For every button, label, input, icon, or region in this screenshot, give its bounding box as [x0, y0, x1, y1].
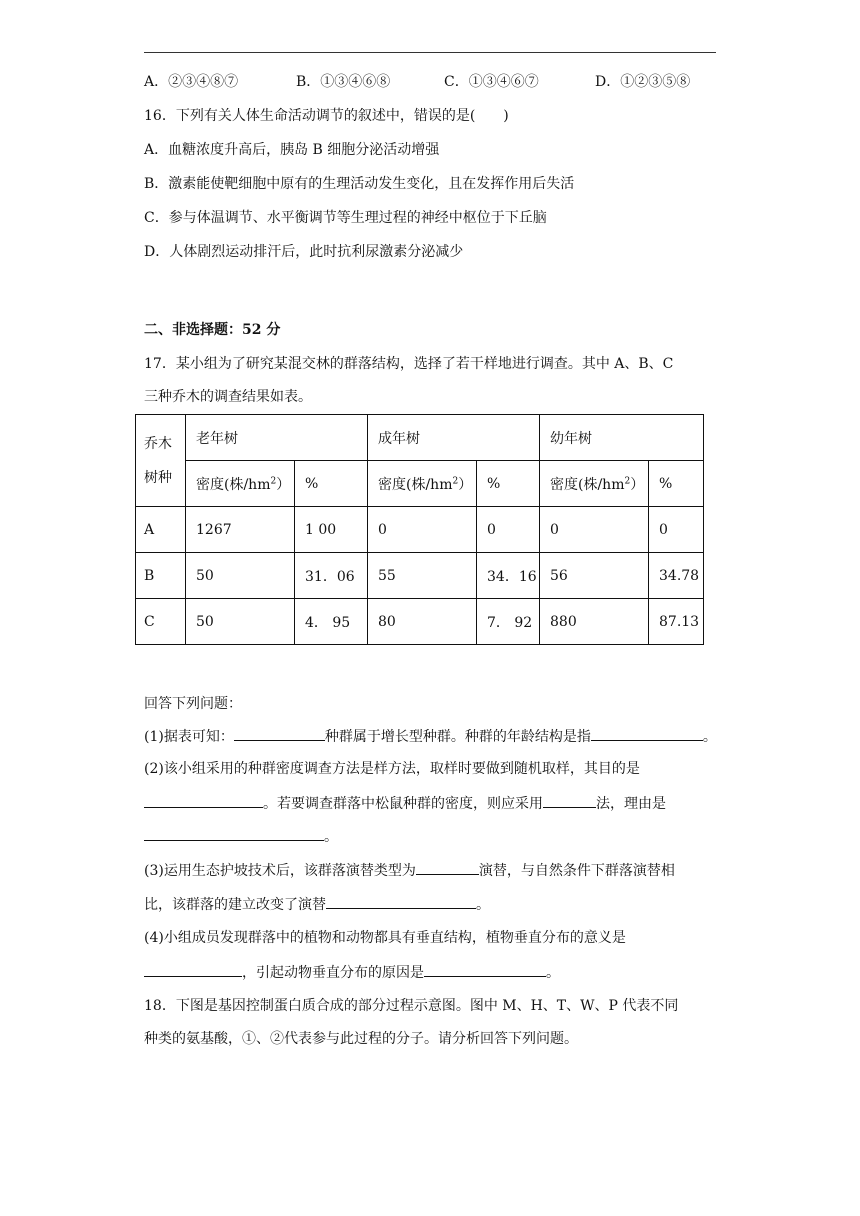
table-cell: 880	[540, 599, 649, 645]
species-cell: A	[136, 507, 186, 553]
corner-line1: 乔木	[144, 435, 172, 452]
table-cell: 0	[368, 507, 477, 553]
table-cell: 31．06	[295, 553, 368, 599]
table-row	[136, 507, 704, 553]
table-cell: 56	[540, 553, 649, 599]
q15-option-d: D．①②③⑤⑧	[595, 74, 691, 90]
percent-header: %	[295, 461, 368, 507]
q15-option-c: C．①③④⑥⑦	[444, 74, 539, 90]
percent-header: %	[477, 461, 540, 507]
q17-part2-line1: (2)该小组采用的种群密度调查方法是样方法，取样时要做到随机取样，其目的是	[144, 761, 640, 777]
q16-stem: 16．下列有关人体生命活动调节的叙述中，错误的是( )	[144, 108, 509, 124]
answer-blank[interactable]	[144, 826, 324, 841]
density-header: 密度(株$/hm^2$）	[540, 461, 649, 507]
table-row	[136, 553, 704, 599]
species-cell: B	[136, 553, 186, 599]
table-cell: 0	[477, 507, 540, 553]
percent-header: %	[649, 461, 704, 507]
q17-part2-line3: 。	[144, 826, 338, 847]
q16-option-b: B．激素能使靶细胞中原有的生理活动发生变化，且在发挥作用后失活	[144, 176, 575, 192]
q15-option-a: A．②③④⑧⑦	[144, 74, 239, 90]
q18-stem-line2: 种类的氨基酸，①、②代表参与此过程的分子。请分析回答下列问题。	[144, 1031, 578, 1047]
q16-option-a: A．血糖浓度升高后，胰岛 B 细胞分泌活动增强	[144, 142, 440, 158]
table-cell: 1267	[186, 507, 295, 553]
q17-part3-line1: (3)运用生态护坡技术后，该群落演替类型为 演替，与自然条件下群落演替相	[144, 860, 675, 881]
q17-part2-line2: 。若要调查群落中松鼠种群的密度，则应采用 法，理由是	[144, 793, 666, 814]
answer-blank[interactable]	[416, 860, 479, 875]
table-corner	[136, 415, 186, 507]
answer-blank[interactable]	[234, 726, 325, 741]
q16-option-d: D．人体剧烈运动排汗后，此时抗利尿激素分泌减少	[144, 244, 464, 260]
q17-stem-line1: 17．某小组为了研究某混交林的群落结构，选择了若干样地进行调查。其中 A、B、C	[144, 356, 674, 372]
q16-option-c: C．参与体温调节、水平衡调节等生理过程的神经中枢位于下丘脑	[144, 210, 547, 226]
species-cell: C	[136, 599, 186, 645]
q18-stem-line1: 18．下图是基因控制蛋白质合成的部分过程示意图。图中 M、H、T、W、P 代表不同	[144, 998, 679, 1014]
answer-blank[interactable]	[543, 793, 596, 808]
group-header-young: 幼年树	[540, 415, 704, 461]
density-header: 密度(株$/hm^2$）	[368, 461, 477, 507]
table-cell: 0	[540, 507, 649, 553]
table-cell: 50	[186, 553, 295, 599]
q17-stem-line2: 三种乔木的调查结果如表。	[144, 389, 312, 405]
q15-option-b: B．①③④⑥⑧	[296, 74, 391, 90]
table-cell: 80	[368, 599, 477, 645]
survey-table	[135, 414, 704, 645]
answer-blank[interactable]	[144, 793, 263, 808]
table-row	[136, 599, 704, 645]
density-header: 密度(株$/hm^2$）	[186, 461, 295, 507]
table-cell: 87.13	[649, 599, 704, 645]
answer-blank[interactable]	[424, 962, 546, 977]
answer-blank[interactable]	[144, 962, 242, 977]
q17-part4-line2: ，引起动物垂直分布的原因是 。	[144, 962, 560, 983]
table-cell: 7． 92	[477, 599, 540, 645]
table-cell: 4． 95	[295, 599, 368, 645]
table-cell: 0	[649, 507, 704, 553]
group-header-old: 老年树	[186, 415, 368, 461]
table-cell: 50	[186, 599, 295, 645]
table-cell: 1 00	[295, 507, 368, 553]
answer-blank[interactable]	[591, 726, 703, 741]
table-cell: 55	[368, 553, 477, 599]
group-header-adult: 成年树	[368, 415, 540, 461]
answer-intro: 回答下列问题：	[144, 696, 242, 712]
answer-blank[interactable]	[326, 894, 476, 909]
corner-line2: 树种	[144, 469, 172, 486]
q17-part4-line1: (4)小组成员发现群落中的植物和动物都具有垂直结构，植物垂直分布的意义是	[144, 930, 626, 946]
table-cell: 34.78	[649, 553, 704, 599]
q17-part3-line2: 比，该群落的建立改变了演替 。	[144, 894, 490, 915]
table-cell: 34．16	[477, 553, 540, 599]
section-heading: 二、非选择题：52 分	[144, 322, 281, 338]
q17-part1: (1)据表可知： 种群属于增长型种群。种群的年龄结构是指 。	[144, 726, 717, 747]
header-rule	[144, 52, 716, 53]
